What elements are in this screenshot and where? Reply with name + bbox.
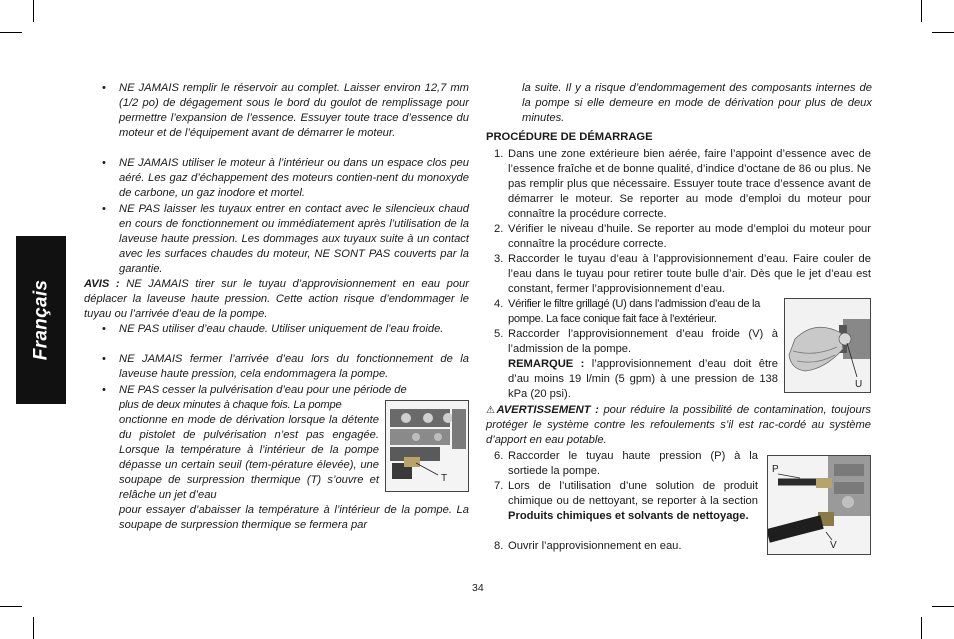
step-number: 2. bbox=[494, 223, 504, 235]
crop-mark bbox=[932, 32, 954, 33]
remarque-note bbox=[508, 357, 778, 402]
step-item: Raccorder le tuyau haute pression (P) à la sortiede la pompe. bbox=[508, 450, 758, 478]
warning-triangle-icon: ⚠ bbox=[486, 405, 497, 416]
bullet-item: NE JAMAIS fermer l’arrivée d’eau lors du fonctionnement de la laveuse haute pression, cela endommagera la pompe. bbox=[119, 353, 469, 381]
bullet-item-line: plus de deux minutes à chaque fois. La pompe bbox=[119, 399, 342, 411]
step-number: 5. bbox=[494, 328, 504, 340]
continued-paragraph: la suite. Il y a risque d’endommagement des composants internes de la pompe si elle demeure en mode de dérivation pour plus de deux minutes. bbox=[522, 82, 872, 125]
warning-label: AVERTISSEMENT : bbox=[496, 404, 599, 416]
bullet-marker: • bbox=[102, 82, 106, 94]
figure-thermal-relief-valve bbox=[385, 400, 469, 492]
page-number: 34 bbox=[472, 582, 484, 594]
section-heading bbox=[486, 130, 653, 145]
crop-mark bbox=[0, 32, 22, 33]
bullet-marker: • bbox=[102, 203, 106, 215]
pump-valve-illustration bbox=[386, 401, 469, 492]
section-heading-text: PROCÉDURE DE DÉMARRAGE bbox=[486, 131, 653, 143]
figure-filter-screen bbox=[784, 298, 871, 393]
step-number: 8. bbox=[494, 540, 504, 552]
figure-label: T bbox=[441, 473, 448, 484]
avis-paragraph bbox=[84, 277, 469, 322]
warning-text: pour réduire la possibilité de contamination, toujours protéger le système contre les refoulements s’il est rac-cordé au système d’apport en eau potable. bbox=[486, 404, 872, 447]
bullet-item-line: NE PAS cesser la pulvérisation d’eau pour une période de bbox=[119, 384, 407, 396]
language-tab-label: Français bbox=[30, 279, 51, 361]
step-number: 6. bbox=[494, 450, 504, 462]
step-7-reference: Produits chimiques et solvants de nettoyage. bbox=[508, 510, 749, 523]
language-tab bbox=[16, 236, 66, 404]
crop-mark bbox=[0, 606, 22, 607]
remarque-text: l’approvisionnement d’eau doit être d’au moins 19 l/min (5 gpm) à une pression de 138 kPa (20 psi). bbox=[508, 358, 779, 401]
step-item: Raccorder l’approvisionnement d’eau froide (V) à l’admission de la pompe. bbox=[508, 328, 778, 356]
step-number: 4. bbox=[494, 298, 504, 310]
figure-label: V bbox=[830, 540, 837, 551]
step-item: Vérifier le filtre grillagé (U) dans l’admission d’eau de la pompe. La face conique fait face à l’extérieur. bbox=[508, 298, 760, 326]
step-number: 1. bbox=[494, 148, 504, 160]
warning-paragraph bbox=[486, 403, 871, 448]
step-item: Ouvrir l’approvisionnement en eau. bbox=[508, 540, 682, 552]
step-number: 3. bbox=[494, 253, 504, 265]
step-7-text: Lors de l’utilisation d’une solution de produit chimique ou de nettoyant, se reporter à la section bbox=[508, 480, 758, 508]
step-item bbox=[508, 479, 758, 524]
remarque-label: REMARQUE : bbox=[508, 358, 585, 370]
step-item: Raccorder le tuyau d’eau à l’approvisionnement d’eau. Faire couler de l’eau dans le tuyau pour retirer toute bulle d’air. Dès que le jet d’eau est constant, fermer l’approvisionnement d’eau. bbox=[508, 253, 871, 296]
bullet-marker: • bbox=[102, 157, 106, 169]
bullet-item: NE JAMAIS utiliser le moteur à l’intérieur ou dans un espace clos peu aéré. Les gaz d’échappement des moteurs contien-nent du monoxyde de carbone, un gaz inodore et mortel. bbox=[119, 157, 469, 200]
figure-label: U bbox=[855, 379, 863, 390]
step-item: Dans une zone extérieure bien aérée, faire l’appoint d’essence avec de l’essence fraîche et de bonne qualité, d’indice d’octane de 86 ou plus. Ne pas remplir plus que nécessaire. Essuyer toute trace d’essence avant de démarrer le moteur. Se reporter au mode d’emploi du moteur pour connaître la procédure correcte. bbox=[508, 148, 871, 221]
step-number: 7. bbox=[494, 480, 504, 492]
step-item: Vérifier le niveau d’huile. Se reporter au mode d’emploi du moteur pour connaître la procédure correcte. bbox=[508, 223, 871, 251]
bullet-marker: • bbox=[102, 353, 106, 365]
figure-hose-connections bbox=[767, 455, 871, 555]
crop-mark bbox=[921, 0, 922, 22]
bullet-item: NE PAS laisser les tuyaux entrer en contact avec le silencieux chaud en cours de fonctionnement ou immédiatement après l’utilisation de la laveuse haute pression. Les dommages aux tuyaux suite à un contact avec les surfaces chaudes du moteur, NE SONT PAS couverts par la garantie. bbox=[119, 203, 469, 276]
bullet-marker: • bbox=[102, 323, 106, 335]
bullet-item: NE PAS utiliser d’eau chaude. Utiliser uniquement de l’eau froide. bbox=[119, 323, 444, 335]
bullet-item-end: pour essayer d’abaisser la température à l’intérieur de la pompe. La soupape de surpression thermique se fermera par bbox=[119, 504, 469, 532]
crop-mark bbox=[33, 0, 34, 22]
crop-mark bbox=[921, 617, 922, 639]
bullet-marker: • bbox=[102, 384, 106, 396]
figure-label: P bbox=[772, 464, 779, 475]
avis-text: NE JAMAIS tirer sur le tuyau d’approvisionnement en eau pour déplacer la laveuse haute pression. Cette action risque d’endommager le tuyau ou l’arrivée d’eau de la pompe. bbox=[84, 278, 470, 321]
bullet-item: NE JAMAIS remplir le réservoir au complet. Laisser environ 12,7 mm (1/2 po) de dégagement sous le bord du goulot de remplissage pour permettre l’expansion de l’essence. Essuyer toute trace d’essence du moteur et de l’équipement avant de démarrer le moteur. bbox=[119, 82, 469, 140]
crop-mark bbox=[33, 617, 34, 639]
hose-connection-illustration bbox=[768, 456, 871, 555]
bullet-item-wrap: onctionne en mode de dérivation lorsque la détente du pistolet de pulvérisation n’est pas engagée. Lorsque la température à l’intérieur de la pompe dépasse un certain seuil (tem-pérature élevée), une soupape de surpression thermique (T) s’ouvre et relâche un jet d’eau bbox=[119, 414, 379, 502]
crop-mark bbox=[932, 606, 954, 607]
avis-label: AVIS : bbox=[84, 278, 120, 290]
